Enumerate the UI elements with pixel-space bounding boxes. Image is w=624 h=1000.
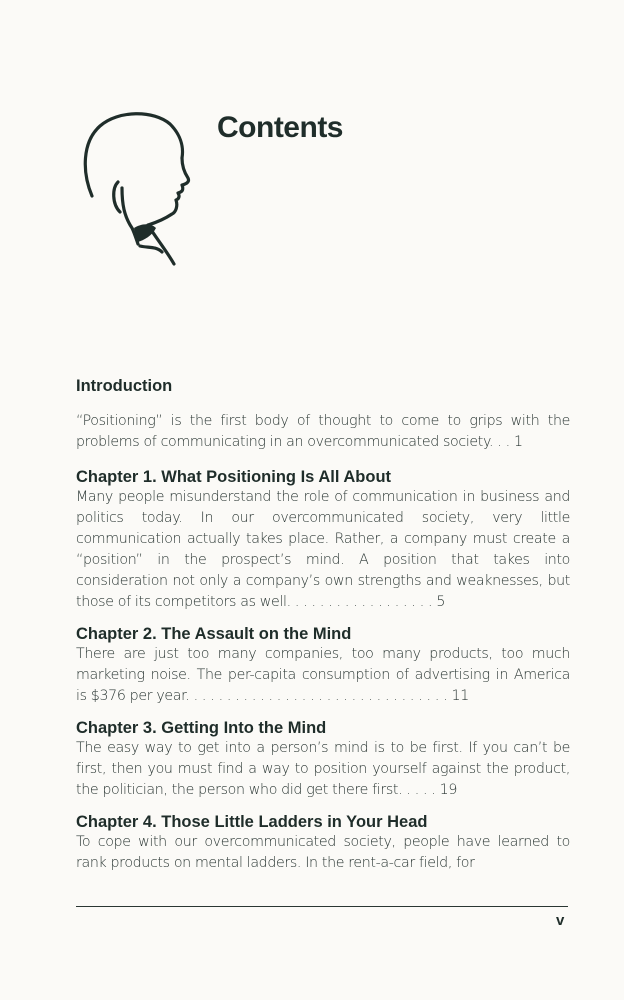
toc-entry-introduction <box>76 375 570 453</box>
footer-divider <box>76 906 568 907</box>
chapter-summary: Many people misunderstand the role of communication in business and politics today. In our overcommunicated society, very little communication actually takes place. Rather, a company must create a “position” in the prospect’s mind. A position that takes into consideration not only a company’s own strengths and weaknesses, but those of its competitors as well. . . . . . . . . . . . . . . . . . 5 <box>76 489 570 610</box>
toc-entry-chapter-2 <box>76 624 570 707</box>
toc-entry-chapter-4 <box>76 812 570 874</box>
toc-entry-chapter-3 <box>76 718 570 801</box>
chapter-summary: The easy way to get into a person’s mind is to be first. If you can’t be first, then you must find a way to position yourself against the product, the politician, the person who did get there first. . . . . 19 <box>76 740 570 798</box>
chapter-heading: Chapter 4. Those Little Ladders in Your Head <box>76 813 428 831</box>
introduction-text: “Positioning” is the first body of thought to come to grips with the problems of communicating in an overcommunicated society. . . 1 <box>76 413 570 450</box>
chapter-summary: To cope with our overcommunicated society, people have learned to rank products on mental ladders. In the rent-a-car field, for <box>76 834 570 871</box>
toc-entry-chapter-1 <box>76 467 570 613</box>
chapter-summary: There are just too many companies, too many products, too much marketing noise. The per-capita consumption of advertising in America is $376 per year. . . . . . . . . . . . . . . . . . . . . . . . . . . . . . . . 11 <box>76 646 570 704</box>
chapter-heading: Chapter 3. Getting Into the Mind <box>76 719 327 737</box>
page-number: v <box>556 912 565 929</box>
head-profile-icon <box>78 112 196 268</box>
chapter-heading: Chapter 2. The Assault on the Mind <box>76 625 352 643</box>
introduction-heading: Introduction <box>76 377 173 395</box>
table-of-contents <box>76 375 570 874</box>
page-title: Contents <box>217 111 343 144</box>
chapter-heading: Chapter 1. What Positioning Is All About <box>76 468 392 486</box>
